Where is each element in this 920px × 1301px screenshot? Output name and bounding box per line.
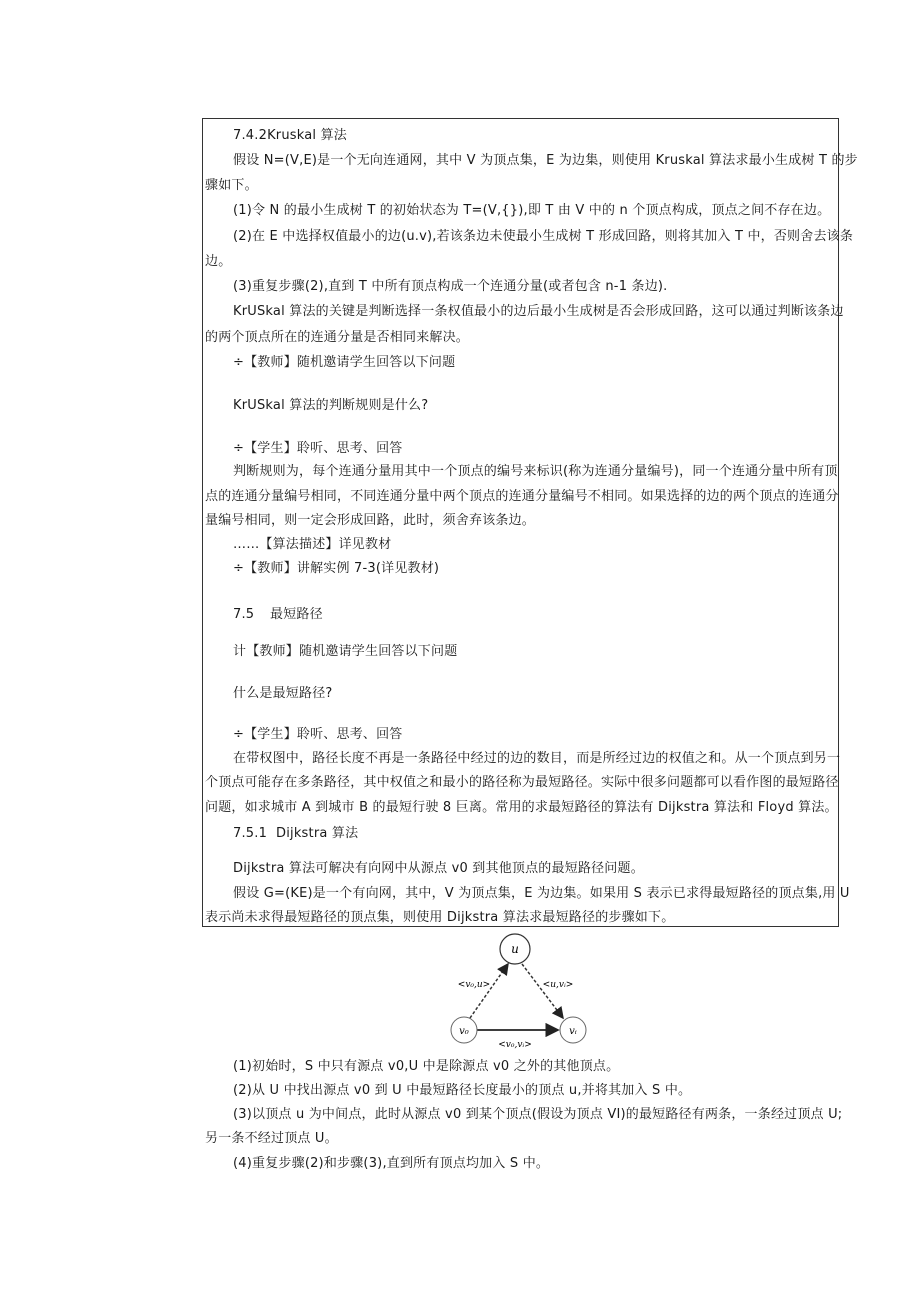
node-vi-label: vᵢ (569, 1026, 577, 1037)
paragraph-line: 判断规则为，每个连通分量用其中一个顶点的编号来标识(称为连通分量编号)，同一个连通分量中所有顶 (233, 464, 838, 479)
paragraph-line: 另一条不经过顶点 U。 (205, 1131, 338, 1146)
edge-u-vi-label: <u,vᵢ> (542, 980, 574, 990)
step-3: (3)重复步骤(2),直到 T 中所有顶点构成一个连通分量(或者包含 n-1 条边). (233, 279, 668, 294)
paragraph-line: 假设 G=(KE)是一个有向网，其中，V 为顶点集，E 为边集。如果用 S 表示已求得最短路径的顶点集,用 U (233, 886, 850, 901)
dijkstra-step-1: (1)初始时，S 中只有源点 v0,U 中是除源点 v0 之外的其他顶点。 (233, 1059, 620, 1074)
section-title-7-5: 最短路径 (270, 607, 323, 622)
paragraph-line: 的两个顶点所在的连通分量是否相同来解决。 (205, 330, 470, 345)
paragraph-line: 问题，如求城市 A 到城市 B 的最短行驶 8 巨离。常用的求最短路径的算法有 Dijkstra 算法和 Floyd 算法。 (205, 800, 838, 815)
question: 什么是最短路径? (233, 686, 333, 701)
dijkstra-diagram (430, 930, 610, 1055)
edge-v0-u (470, 964, 508, 1018)
section-number-7-5-1: 7.5.1 (233, 826, 268, 841)
step-2: (2)在 E 中选择权值最小的边(u.v),若该条边未使最小生成树 T 形成回路，则将其加入 T 中，否则舍去该条 (233, 229, 854, 244)
paragraph-line: 骤如下。 (205, 178, 258, 193)
edge-v0-u-label: <v₀,u> (457, 980, 491, 990)
dijkstra-step-4: (4)重复步骤(2)和步骤(3),直到所有顶点均加入 S 中。 (233, 1156, 550, 1171)
paragraph-line: 边。 (205, 254, 232, 269)
paragraph-line: 假设 N=(V,E)是一个无向连通网，其中 V 为顶点集，E 为边集，则使用 Kruskal 算法求最小生成树 T 的步 (233, 153, 858, 168)
dijkstra-step-2: (2)从 U 中找出源点 v0 到 U 中最短路径长度最小的顶点 u,并将其加入 S 中。 (233, 1083, 692, 1098)
student-response: ÷【学生】聆听、思考、回答 (233, 441, 403, 456)
paragraph-line: Dijkstra 算法可解决有向网中从源点 v0 到其他顶点的最短路径问题。 (233, 861, 644, 876)
paragraph-line: 量编号相同，则一定会形成回路，此时，须舍弃该条边。 (205, 513, 536, 528)
node-u-label: u (511, 942, 519, 956)
edge-v0-vi-label: <v₀,vᵢ> (498, 1040, 532, 1050)
dijkstra-step-3: (3)以顶点 u 为中间点，此时从源点 v0 到某个顶点(假设为顶点 VI)的最短路径有两条，一条经过顶点 U; (233, 1107, 843, 1122)
paragraph-line: 在带权图中，路径长度不再是一条路径中经过的边的数目，而是所经过边的权值之和。从一个顶点到另一 (233, 751, 841, 766)
section-title-7-5-1: Dijkstra 算法 (276, 826, 359, 841)
section-heading-7-4-2: 7.4.2Kruskal 算法 (233, 128, 347, 143)
paragraph-line: 表示尚未求得最短路径的顶点集，则使用 Dijkstra 算法求最短路径的步骤如下。 (205, 910, 675, 925)
algorithm-description: ……【算法描述】详见教材 (233, 537, 392, 552)
teacher-prompt: 计【教师】随机邀请学生回答以下问题 (233, 644, 458, 659)
teacher-prompt: ÷【教师】讲解实例 7-3(详见教材) (233, 561, 440, 576)
paragraph-line: 点的连通分量编号相同，不同连通分量中两个顶点的连通分量编号不相同。如果选择的边的两个顶点的连通分 (205, 489, 839, 504)
teacher-prompt: ÷【教师】随机邀请学生回答以下问题 (233, 355, 456, 370)
node-v0-label: v₀ (459, 1026, 469, 1037)
paragraph-line: 个顶点可能存在多条路径，其中权值之和最小的路径称为最短路径。实际中很多问题都可以看作图的最短路径 (205, 775, 839, 790)
student-response: ÷【学生】聆听、思考、回答 (233, 727, 403, 742)
question: KrUSkal 算法的判断规则是什么? (233, 398, 429, 413)
edge-u-vi (522, 964, 563, 1018)
paragraph-line: KrUSkal 算法的关键是判断选择一条权值最小的边后最小生成树是否会形成回路，这可以通过判断该条边 (233, 304, 844, 319)
section-number-7-5: 7.5 (233, 607, 255, 622)
step-1: (1)令 N 的最小生成树 T 的初始状态为 T=(V,{}),即 T 由 V 中的 n 个顶点构成，顶点之间不存在边。 (233, 203, 831, 218)
